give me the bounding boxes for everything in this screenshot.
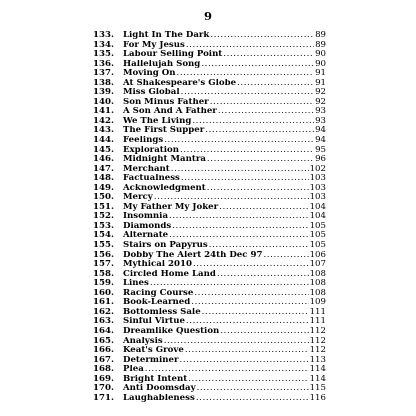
toc-entry-number: 133.: [93, 31, 114, 40]
toc-entry: [93, 384, 326, 394]
toc-entry-page: 111: [309, 307, 326, 317]
toc-entry: [93, 41, 326, 51]
toc-entry-number: 171.: [93, 393, 114, 403]
toc-entry-number: 145.: [93, 145, 114, 155]
dot-leader: [169, 212, 309, 222]
toc-entry: [93, 317, 326, 327]
toc-entry-title: Feelings: [123, 136, 164, 146]
toc-entry-page: 103: [309, 193, 326, 203]
dot-leader: [192, 117, 314, 127]
toc-entry-page: 95: [315, 145, 326, 155]
dot-leader: [150, 279, 309, 289]
toc-entry-title: Hallelujah Song: [123, 59, 201, 69]
toc-entry-title: Factualness: [123, 174, 180, 184]
dot-leader: [193, 260, 309, 270]
toc-entry-page: 111: [309, 317, 326, 327]
dot-leader: [210, 98, 314, 108]
dot-leader: [181, 88, 314, 98]
toc-entry-title: Son Minus Father: [123, 97, 209, 107]
table-of-contents: [93, 31, 326, 403]
dot-leader: [218, 107, 314, 117]
toc-entry-page: 113: [309, 355, 326, 365]
dot-leader: [210, 31, 314, 41]
toc-entry: [93, 126, 326, 136]
toc-entry-title: For My Jesus: [123, 40, 185, 50]
toc-entry-number: 158.: [93, 269, 114, 279]
toc-entry-page: 91: [315, 69, 326, 79]
toc-entry-page: 114: [309, 365, 326, 375]
dot-leader: [220, 327, 308, 337]
toc-entry-title: The First Supper: [123, 126, 205, 136]
toc-entry: [93, 193, 326, 203]
toc-entry: [93, 136, 326, 146]
dot-leader: [185, 346, 309, 356]
toc-entry-number: 157.: [93, 260, 114, 270]
dot-leader: [196, 394, 309, 404]
toc-entry-number: 160.: [93, 288, 114, 298]
toc-entry-title: Light In The Dark: [123, 31, 210, 40]
toc-entry-page: 90: [315, 50, 326, 60]
toc-entry: [93, 260, 326, 270]
toc-entry: [93, 241, 326, 251]
dot-leader: [217, 270, 309, 280]
toc-entry: [93, 88, 326, 98]
dot-leader: [194, 289, 308, 299]
dot-leader: [172, 222, 308, 232]
toc-entry-page: 93: [315, 116, 326, 126]
toc-entry-number: 151.: [93, 202, 114, 212]
toc-entry-page: 116: [309, 393, 326, 403]
dot-leader: [154, 193, 309, 203]
toc-entry: [93, 270, 326, 280]
toc-entry-title: Laughableness: [123, 393, 195, 403]
toc-entry-title: Mythical 2010: [123, 260, 192, 270]
toc-entry: [93, 31, 326, 41]
toc-entry-title: Alternate: [123, 231, 169, 241]
toc-entry-title: Anti Doomsday: [123, 384, 196, 394]
toc-entry-page: 102: [309, 164, 326, 174]
toc-entry-page: 89: [315, 31, 326, 40]
toc-entry-page: 92: [315, 88, 326, 98]
dot-leader: [164, 337, 309, 347]
dot-leader: [263, 251, 308, 261]
toc-entry-number: 142.: [93, 116, 114, 126]
toc-entry: [93, 50, 326, 60]
toc-entry-number: 153.: [93, 221, 114, 231]
dot-leader: [223, 50, 314, 60]
dot-leader: [169, 231, 308, 241]
toc-entry-title: Keat's Grove: [123, 346, 184, 356]
toc-entry-page: 108: [309, 279, 326, 289]
toc-entry-number: 162.: [93, 307, 114, 317]
toc-entry-page: 112: [309, 336, 326, 346]
toc-entry-number: 161.: [93, 298, 114, 308]
dot-leader: [207, 155, 314, 165]
toc-entry-number: 167.: [93, 355, 114, 365]
toc-entry-number: 148.: [93, 174, 114, 184]
toc-entry-page: 90: [315, 59, 326, 69]
toc-entry-page: 104: [309, 202, 326, 212]
toc-entry-page: 91: [315, 78, 326, 88]
toc-entry-title: Labour Selling Point: [123, 50, 223, 60]
toc-entry-title: Dobby The Alert 24th Dec 97: [123, 250, 263, 260]
dot-leader: [209, 241, 309, 251]
toc-entry-title: At Shakespeare's Globe: [123, 78, 237, 88]
dot-leader: [181, 174, 309, 184]
toc-entry-title: We The Living: [123, 116, 192, 126]
toc-entry: [93, 394, 326, 404]
toc-entry: [93, 337, 326, 347]
dot-leader: [171, 165, 309, 175]
toc-entry-title: Plea: [123, 365, 144, 375]
toc-entry-title: Bottomless Sale: [123, 307, 201, 317]
toc-entry-page: 107: [309, 260, 326, 270]
toc-entry-number: 166.: [93, 346, 114, 356]
toc-entry-number: 149.: [93, 183, 114, 193]
toc-entry-number: 143.: [93, 126, 114, 136]
toc-entry-page: 94: [315, 126, 326, 136]
toc-entry: [93, 279, 326, 289]
toc-entry: [93, 308, 326, 318]
toc-entry-title: Exploration: [123, 145, 179, 155]
toc-entry-page: 112: [309, 326, 326, 336]
toc-entry-title: A Son And A Father: [123, 107, 217, 117]
toc-entry: [93, 346, 326, 356]
toc-entry-title: Miss Global: [123, 88, 180, 98]
toc-entry-number: 170.: [93, 384, 114, 394]
toc-entry: [93, 146, 326, 156]
toc-entry-page: 105: [309, 231, 326, 241]
toc-entry-title: Analysis: [123, 336, 163, 346]
toc-entry-number: 168.: [93, 365, 114, 375]
toc-entry: [93, 212, 326, 222]
dot-leader: [201, 60, 314, 70]
toc-entry-title: Book-Learned: [123, 298, 191, 308]
toc-entry-title: Bright Intent: [123, 374, 188, 384]
toc-entry-number: 138.: [93, 78, 114, 88]
toc-entry-number: 155.: [93, 241, 114, 251]
toc-entry-number: 141.: [93, 107, 114, 117]
dot-leader: [177, 69, 315, 79]
toc-entry-title: Moving On: [123, 69, 176, 79]
toc-entry-page: 103: [309, 183, 326, 193]
toc-entry-number: 140.: [93, 97, 114, 107]
toc-entry-number: 144.: [93, 136, 114, 146]
toc-entry: [93, 79, 326, 89]
dot-leader: [205, 126, 314, 136]
toc-entry-page: 104: [309, 212, 326, 222]
dot-leader: [237, 79, 314, 89]
toc-entry-number: 154.: [93, 231, 114, 241]
toc-entry: [93, 356, 326, 366]
toc-entry: [93, 298, 326, 308]
toc-entry-page: 92: [315, 97, 326, 107]
toc-entry: [93, 60, 326, 70]
toc-entry-page: 109: [309, 298, 326, 308]
toc-entry: [93, 98, 326, 108]
toc-entry-title: Lines: [123, 279, 149, 289]
toc-entry-page: 112: [309, 346, 326, 356]
toc-entry: [93, 289, 326, 299]
toc-entry-page: 89: [315, 40, 326, 50]
toc-entry-number: 146.: [93, 155, 114, 165]
toc-entry-number: 156.: [93, 250, 114, 260]
dot-leader: [180, 356, 309, 366]
toc-entry-page: 105: [309, 241, 326, 251]
toc-entry-title: Acknowledgment: [123, 183, 206, 193]
page-number: 9: [203, 9, 212, 23]
toc-entry-title: Mercy: [123, 193, 153, 203]
toc-entry: [93, 375, 326, 385]
dot-leader: [191, 298, 308, 308]
toc-entry-page: 108: [309, 269, 326, 279]
toc-entry: [93, 165, 326, 175]
toc-entry: [93, 184, 326, 194]
dot-leader: [180, 146, 314, 156]
toc-entry-page: 114: [309, 374, 326, 384]
toc-entry-page: 103: [309, 174, 326, 184]
toc-entry-number: 169.: [93, 374, 114, 384]
toc-entry-number: 165.: [93, 336, 114, 346]
toc-entry-number: 150.: [93, 193, 114, 203]
toc-entry: [93, 155, 326, 165]
toc-entry-number: 152.: [93, 212, 114, 222]
toc-entry: [93, 117, 326, 127]
dot-leader: [188, 375, 308, 385]
toc-entry-title: Determiner: [123, 355, 179, 365]
toc-entry-title: Insomnia: [123, 212, 169, 222]
toc-entry-page: 106: [309, 250, 326, 260]
toc-entry-title: Sinful Virtue: [123, 317, 185, 327]
toc-entry-number: 134.: [93, 40, 114, 50]
toc-entry: [93, 365, 326, 375]
toc-entry: [93, 69, 326, 79]
toc-entry-number: 137.: [93, 69, 114, 79]
toc-entry-number: 139.: [93, 88, 114, 98]
toc-entry-title: Circled Home Land: [123, 269, 216, 279]
toc-entry: [93, 107, 326, 117]
dot-leader: [207, 184, 309, 194]
toc-entry: [93, 231, 326, 241]
toc-entry-number: 136.: [93, 59, 114, 69]
toc-entry-title: Dreamlike Question: [123, 326, 220, 336]
toc-entry-page: 105: [309, 221, 326, 231]
toc-entry: [93, 222, 326, 232]
dot-leader: [164, 136, 314, 146]
dot-leader: [186, 41, 314, 51]
toc-entry-number: 147.: [93, 164, 114, 174]
dot-leader: [219, 203, 308, 213]
toc-entry-page: 93: [315, 107, 326, 117]
toc-entry-number: 163.: [93, 317, 114, 327]
dot-leader: [186, 317, 309, 327]
toc-entry-number: 135.: [93, 50, 114, 60]
toc-entry-title: My Father My Joker: [123, 202, 219, 212]
toc-entry-title: Racing Course: [123, 288, 194, 298]
toc-entry: [93, 174, 326, 184]
toc-entry-page: 108: [309, 288, 326, 298]
toc-entry-title: Stairs on Papyrus: [123, 241, 208, 251]
toc-entry: [93, 251, 326, 261]
dot-leader: [197, 384, 309, 394]
toc-entry: [93, 327, 326, 337]
toc-entry-title: Midnight Mantra: [123, 155, 206, 165]
toc-entry-page: 94: [315, 136, 326, 146]
toc-entry-page: 115: [309, 384, 326, 394]
toc-entry: [93, 203, 326, 213]
toc-entry-title: Merchant: [123, 164, 170, 174]
toc-entry-title: Diamonds: [123, 221, 172, 231]
toc-entry-page: 96: [315, 155, 326, 165]
dot-leader: [202, 308, 309, 318]
toc-entry-number: 159.: [93, 279, 114, 289]
dot-leader: [145, 365, 309, 375]
toc-entry-number: 164.: [93, 326, 114, 336]
